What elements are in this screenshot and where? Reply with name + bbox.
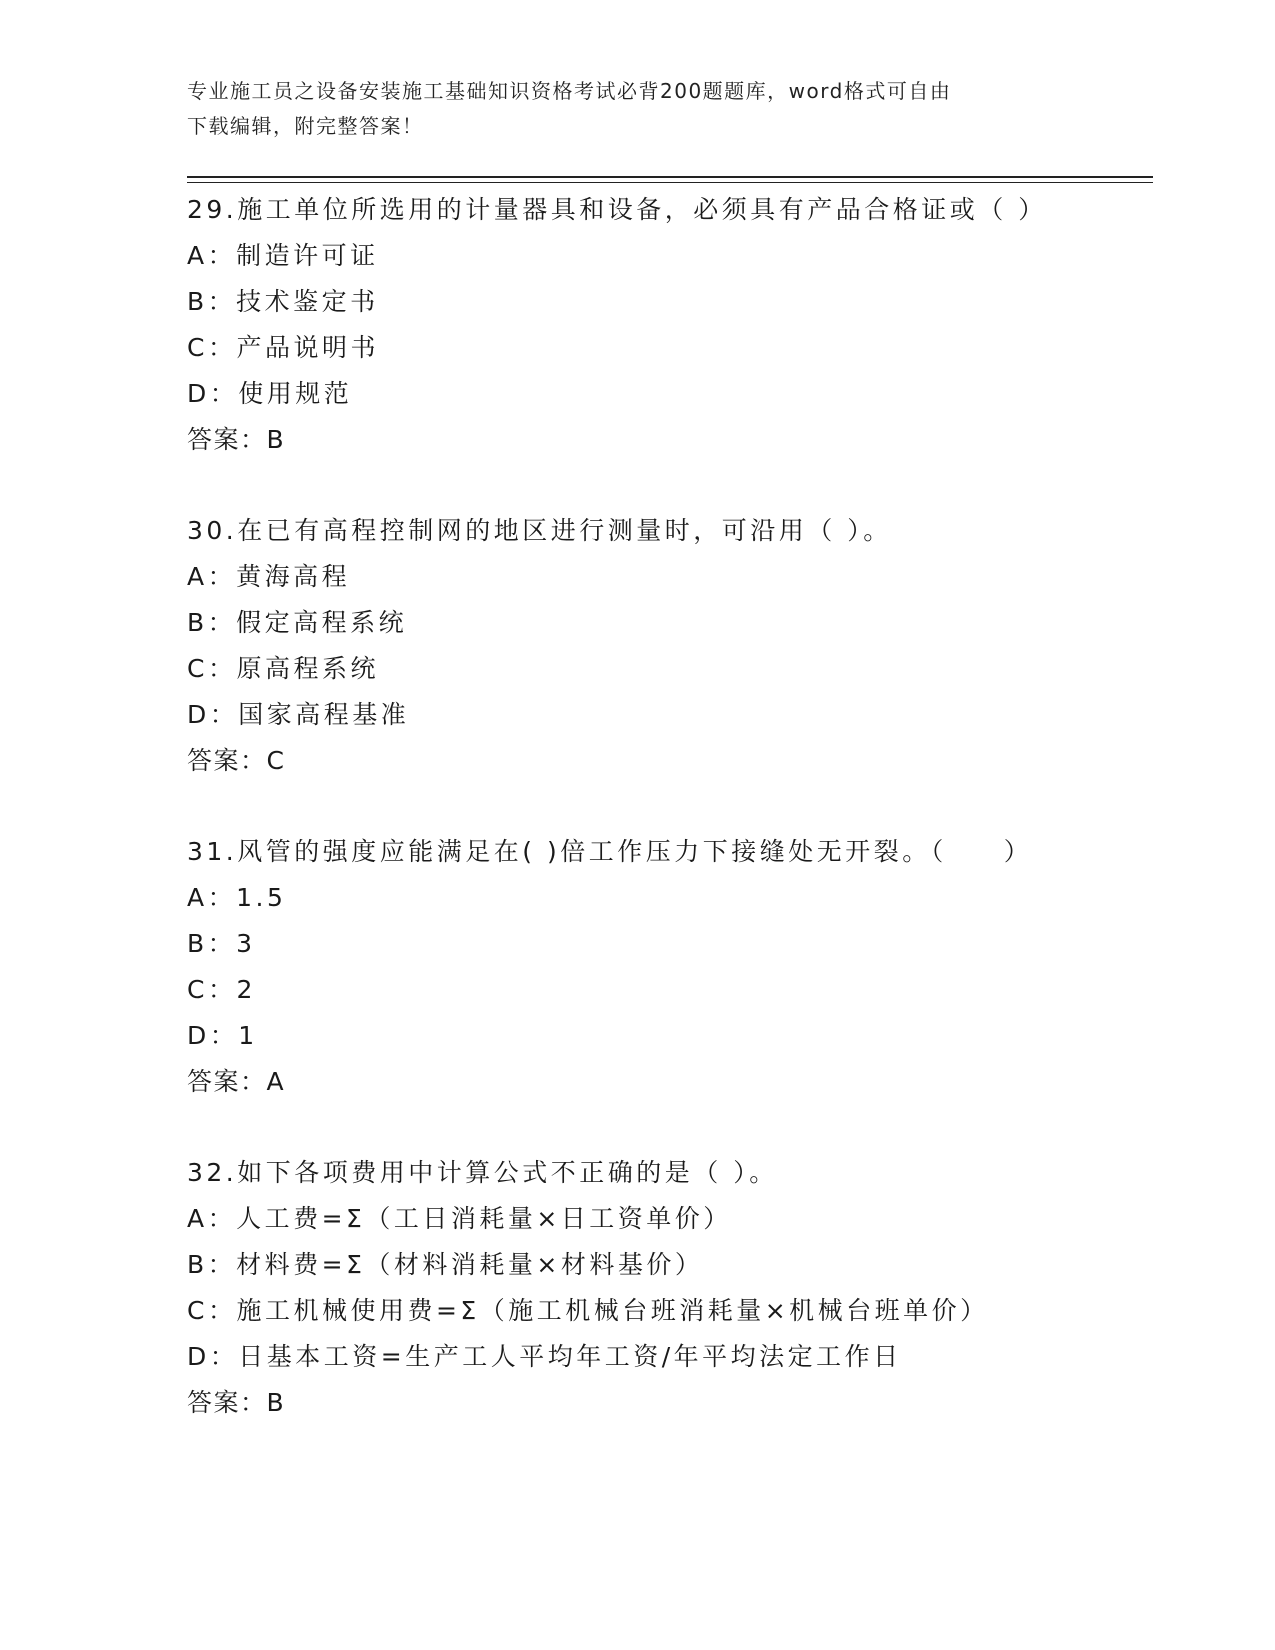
answer-value: A [266,1067,284,1096]
option-d: D：1 [187,1021,258,1050]
question-31 [187,829,1153,1105]
document-header [187,74,1067,144]
option-d: D：使用规范 [187,379,353,408]
answer-label: 答案： [187,746,267,775]
option-c: C：施工机械使用费=Σ（施工机械台班消耗量×机械台班单价） [187,1296,989,1325]
question-32 [187,1150,1153,1426]
header-divider-thin [187,182,1153,183]
answer-line [187,417,1153,463]
header-line-2: 下载编辑，附完整答案！ [187,114,424,138]
question-29 [187,187,1153,463]
header-line-1: 专业施工员之设备安装施工基础知识资格考试必背200题题库，word格式可自由 [187,79,952,103]
answer-value: B [266,425,284,454]
option-a: A：1.5 [187,883,287,912]
option-c: C：2 [187,975,256,1004]
option-c: C：产品说明书 [187,333,379,362]
option-a: A：人工费=Σ（工日消耗量×日工资单价） [187,1204,732,1233]
answer-line [187,1059,1153,1105]
option-b: B：3 [187,929,256,958]
option-d: D：国家高程基准 [187,700,410,729]
answer-label: 答案： [187,1388,267,1417]
answer-line [187,738,1153,784]
question-stem: 30.在已有高程控制网的地区进行测量时，可沿用（ ）。 [187,516,892,545]
option-b: B：假定高程系统 [187,608,408,637]
question-30 [187,508,1153,784]
question-stem: 29.施工单位所选用的计量器具和设备，必须具有产品合格证或（ ） [187,195,1047,224]
answer-value: B [266,1388,284,1417]
question-stem: 32.如下各项费用中计算公式不正确的是（ ）。 [187,1158,778,1187]
question-stem: 31.风管的强度应能满足在( )倍工作压力下接缝处无开裂。（ ） [187,837,1033,866]
option-a: A：制造许可证 [187,241,379,270]
option-b: B：材料费=Σ（材料消耗量×材料基价） [187,1250,704,1279]
option-d: D：日基本工资=生产工人平均年工资/年平均法定工作日 [187,1342,902,1371]
option-b: B：技术鉴定书 [187,287,379,316]
answer-label: 答案： [187,425,267,454]
option-a: A：黄海高程 [187,562,351,591]
answer-line [187,1380,1153,1426]
header-divider-thick [187,176,1153,178]
option-c: C：原高程系统 [187,654,379,683]
answer-label: 答案： [187,1067,267,1096]
question-list [187,187,1153,1426]
answer-value: C [266,746,284,775]
